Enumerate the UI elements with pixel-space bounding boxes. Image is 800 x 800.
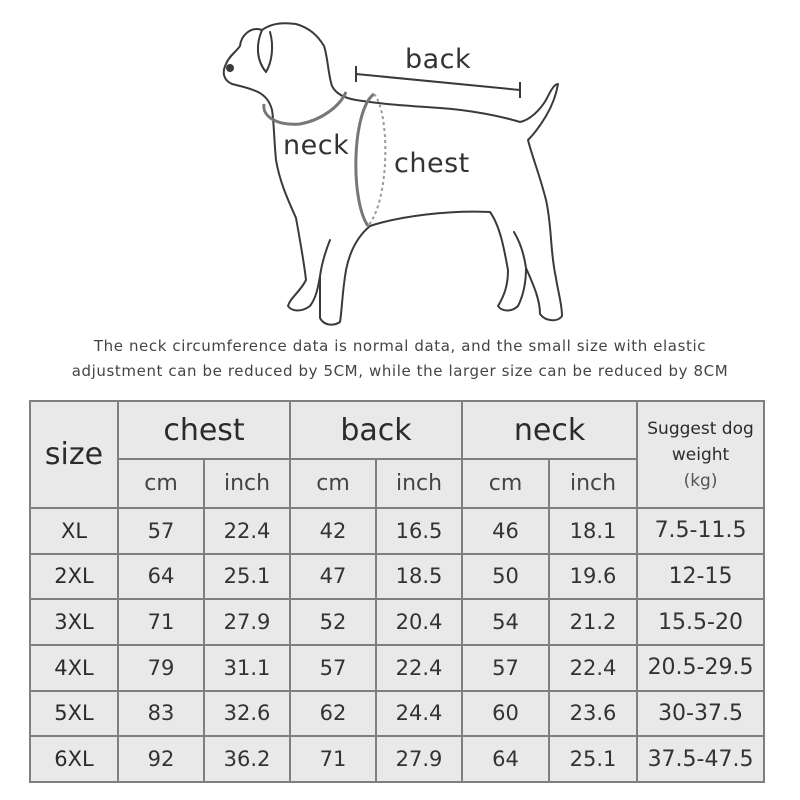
back-cm-cell: 62	[290, 691, 376, 737]
table-row	[30, 508, 764, 554]
weight-cell: 15.5-20	[637, 599, 764, 645]
chest-cm-cell: 92	[118, 736, 204, 782]
chest-cm-cell: 79	[118, 645, 204, 691]
weight-cell: 12-15	[637, 554, 764, 600]
neck-cm-cell: 50	[462, 554, 549, 600]
weight-header-line1: Suggest dog	[647, 418, 754, 439]
back-cm-header: cm	[290, 459, 376, 508]
chest-inch-cell: 36.2	[204, 736, 290, 782]
size-cell: 4XL	[30, 645, 118, 691]
neck-cm-header: cm	[462, 459, 549, 508]
neck-inch-cell: 18.1	[549, 508, 637, 554]
chest-cm-header: cm	[118, 459, 204, 508]
chest-inch-cell: 27.9	[204, 599, 290, 645]
neck-band	[264, 92, 346, 124]
dog-ear	[258, 30, 272, 72]
back-inch-cell: 27.9	[376, 736, 462, 782]
neck-inch-cell: 22.4	[549, 645, 637, 691]
leg-contour	[514, 232, 526, 268]
chest-cm-cell: 71	[118, 599, 204, 645]
chest-cm-cell: 64	[118, 554, 204, 600]
back-cm-cell: 52	[290, 599, 376, 645]
size-header: size	[30, 401, 118, 508]
neck-cm-cell: 46	[462, 508, 549, 554]
neck-cm-cell: 64	[462, 736, 549, 782]
chest-measure	[356, 94, 385, 226]
size-cell: 6XL	[30, 736, 118, 782]
back-inch-cell: 16.5	[376, 508, 462, 554]
back-inch-cell: 20.4	[376, 599, 462, 645]
weight-cell: 30-37.5	[637, 691, 764, 737]
chest-cm-cell: 83	[118, 691, 204, 737]
chest-label: chest	[394, 148, 470, 179]
weight-header-line2: weight	[671, 444, 730, 465]
neck-cm-cell: 57	[462, 645, 549, 691]
back-inch-cell: 18.5	[376, 554, 462, 600]
note-line-2: adjustment can be reduced by 5CM, while the larger size can be reduced by 8CM	[71, 362, 729, 380]
note-line-1: The neck circumference data is normal data, and the small size with elastic	[93, 337, 707, 355]
weight-cell: 37.5-47.5	[637, 736, 764, 782]
neck-header: neck	[462, 401, 637, 459]
size-cell: 2XL	[30, 554, 118, 600]
chest-inch-header: inch	[204, 459, 290, 508]
chest-inch-cell: 31.1	[204, 645, 290, 691]
size-cell: XL	[30, 508, 118, 554]
chest-cm-cell: 57	[118, 508, 204, 554]
back-cm-cell: 71	[290, 736, 376, 782]
back-cm-cell: 42	[290, 508, 376, 554]
back-inch-cell: 22.4	[376, 645, 462, 691]
back-inch-cell: 24.4	[376, 691, 462, 737]
table-row	[30, 691, 764, 737]
weight-cell: 7.5-11.5	[637, 508, 764, 554]
neck-inch-cell: 19.6	[549, 554, 637, 600]
back-cm-cell: 57	[290, 645, 376, 691]
weight-header	[637, 401, 764, 508]
table-row	[30, 736, 764, 782]
weight-header-unit: (kg)	[683, 470, 718, 491]
neck-cm-cell: 60	[462, 691, 549, 737]
size-cell: 3XL	[30, 599, 118, 645]
chest-header: chest	[118, 401, 290, 459]
table-row	[30, 645, 764, 691]
size-table	[29, 400, 765, 783]
back-inch-header: inch	[376, 459, 462, 508]
weight-cell: 20.5-29.5	[637, 645, 764, 691]
back-cm-cell: 47	[290, 554, 376, 600]
neck-cm-cell: 54	[462, 599, 549, 645]
table-row	[30, 554, 764, 600]
chest-inch-cell: 25.1	[204, 554, 290, 600]
leg-contour	[320, 240, 330, 276]
neck-inch-cell: 21.2	[549, 599, 637, 645]
neck-label: neck	[283, 130, 350, 161]
dog-outline	[224, 23, 562, 324]
neck-inch-header: inch	[549, 459, 637, 508]
chest-inch-cell: 32.6	[204, 691, 290, 737]
chest-inch-cell: 22.4	[204, 508, 290, 554]
size-cell: 5XL	[30, 691, 118, 737]
back-header: back	[290, 401, 462, 459]
neck-inch-cell: 23.6	[549, 691, 637, 737]
back-label: back	[405, 44, 472, 75]
neck-inch-cell: 25.1	[549, 736, 637, 782]
table-row	[30, 599, 764, 645]
